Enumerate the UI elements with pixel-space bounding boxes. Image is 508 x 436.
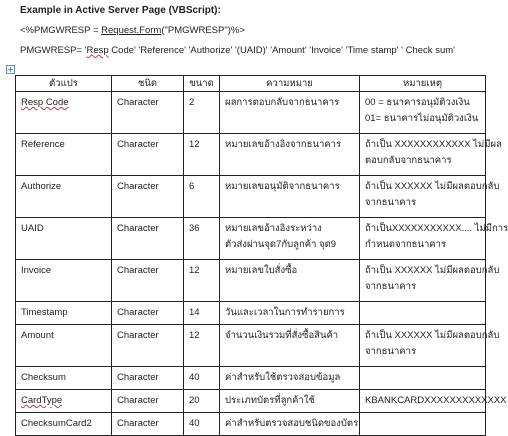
response-fields-table	[15, 75, 508, 436]
cell-meaning: หมายเลขอนุมัติจากธนาคาร	[220, 176, 360, 218]
cell-meaning: หมายเลขใบสั่งซื้อ	[220, 260, 360, 302]
cell-note: ถ้าเป็น XXXXXXXXXXXX ไม่มีผล ตอบกลับจากธนาคาร	[360, 134, 486, 176]
cell-size: 12	[184, 325, 220, 367]
header-note: หมายเหตุ	[360, 76, 486, 92]
header-meaning: ความหมาย	[220, 76, 360, 92]
header-type: ชนิด	[112, 76, 184, 92]
cell-type: Character	[112, 176, 184, 218]
code-line-request-form	[20, 25, 245, 36]
cell-type: Character	[112, 325, 184, 367]
cell-size: 40	[184, 413, 220, 436]
cell-size: 40	[184, 367, 220, 390]
cell-variable: CardType	[16, 390, 112, 413]
table-row	[16, 367, 486, 390]
cell-variable: ChecksumCard2	[16, 413, 112, 436]
cell-meaning: จำนวนเงินรวมที่สั่งซื้อสินค้า	[220, 325, 360, 367]
cell-note: ถ้าเป็น XXXXXX ไม่มีผลตอบกลับ จากธนาคาร	[360, 176, 486, 218]
cell-variable: Checksum	[16, 367, 112, 390]
cell-size: 2	[184, 92, 220, 134]
cell-type: Character	[112, 413, 184, 436]
cell-note	[360, 302, 486, 325]
table-row	[16, 302, 486, 325]
cell-type: Character	[112, 260, 184, 302]
table-row	[16, 176, 486, 218]
cell-variable: Authorize	[16, 176, 112, 218]
code-line-prefix: <%PMGWRESP =	[20, 25, 102, 36]
cell-type: Character	[112, 367, 184, 390]
cell-variable: UAID	[16, 218, 112, 260]
cell-size: 12	[184, 260, 220, 302]
cell-size: 6	[184, 176, 220, 218]
cell-type: Character	[112, 92, 184, 134]
code-line-prefix: PMGWRESP= '	[20, 45, 87, 56]
cell-variable: Invoice	[16, 260, 112, 302]
cell-meaning: วันและเวลาในการทำรายการ	[220, 302, 360, 325]
cell-size: 36	[184, 218, 220, 260]
code-line-suffix: ("PMGWRESP")%>	[161, 25, 245, 36]
code-line-pmgwresp	[20, 45, 455, 56]
cell-note: 00 = ธนาคารอนุมัติวงเงิน 01= ธนาคารไม่อนุมัติวงเงิน	[360, 92, 486, 134]
cell-size: 12	[184, 134, 220, 176]
cell-note: ถ้าเป็นXXXXXXXXXXX.... ไม่มีการ กำหนดจากธนาคาร	[360, 218, 486, 260]
cell-type: Character	[112, 218, 184, 260]
cell-note: KBANKCARDXXXXXXXXXXXXX	[360, 390, 486, 413]
cell-type: Character	[112, 390, 184, 413]
table-row	[16, 218, 486, 260]
code-line-suffix: Code' 'Reference' 'Authorize' '(UAID)' 'Amount' 'Invoice' 'Time stamp' ' Check sum'	[108, 45, 455, 56]
table-header-row	[16, 76, 486, 92]
cell-size: 20	[184, 390, 220, 413]
cell-note	[360, 413, 486, 436]
header-variable: ตัวแปร	[16, 76, 112, 92]
request-form-token: Request.Form	[101, 25, 162, 36]
cell-variable: Reference	[16, 134, 112, 176]
cell-meaning: ประเภทบัตรที่ลูกค้าใช้	[220, 390, 360, 413]
cell-meaning: หมายเลขอ้างอิงจากธนาคาร	[220, 134, 360, 176]
section-heading: Example in Active Server Page (VBScript):	[20, 5, 221, 16]
cell-type: Character	[112, 302, 184, 325]
cell-size: 14	[184, 302, 220, 325]
spellcheck-token: Resp	[86, 45, 109, 56]
cell-meaning: ค่าสำหรับตรวจสอบชนิดของบัตร	[220, 413, 360, 436]
table-row	[16, 413, 486, 436]
table-row	[16, 134, 486, 176]
table-move-handle-icon[interactable]: +	[7, 65, 14, 74]
cell-type: Character	[112, 134, 184, 176]
cell-note: ถ้าเป็น XXXXXX ไม่มีผลตอบกลับ จากธนาคาร	[360, 260, 486, 302]
table-row	[16, 325, 486, 367]
cell-meaning: หมายเลขอ้างอิงระหว่าง ตัวส่งผ่านจุด7กับลูกค้า จุด9	[220, 218, 360, 260]
cell-note	[360, 367, 486, 390]
cell-variable: Amount	[16, 325, 112, 367]
cell-variable: Timestamp	[16, 302, 112, 325]
cell-meaning: ผลการตอบกลับจากธนาคาร	[220, 92, 360, 134]
table-row	[16, 92, 486, 134]
cell-meaning: ค่าสำหรับใช้ตรวจสอบข้อมูล	[220, 367, 360, 390]
header-size: ขนาด	[184, 76, 220, 92]
table-row	[16, 260, 486, 302]
cell-variable: Resp Code	[16, 92, 112, 134]
table-row	[16, 390, 486, 413]
cell-note: ถ้าเป็น XXXXXX ไม่มีผลตอบกลับ จากธนาคาร	[360, 325, 486, 367]
